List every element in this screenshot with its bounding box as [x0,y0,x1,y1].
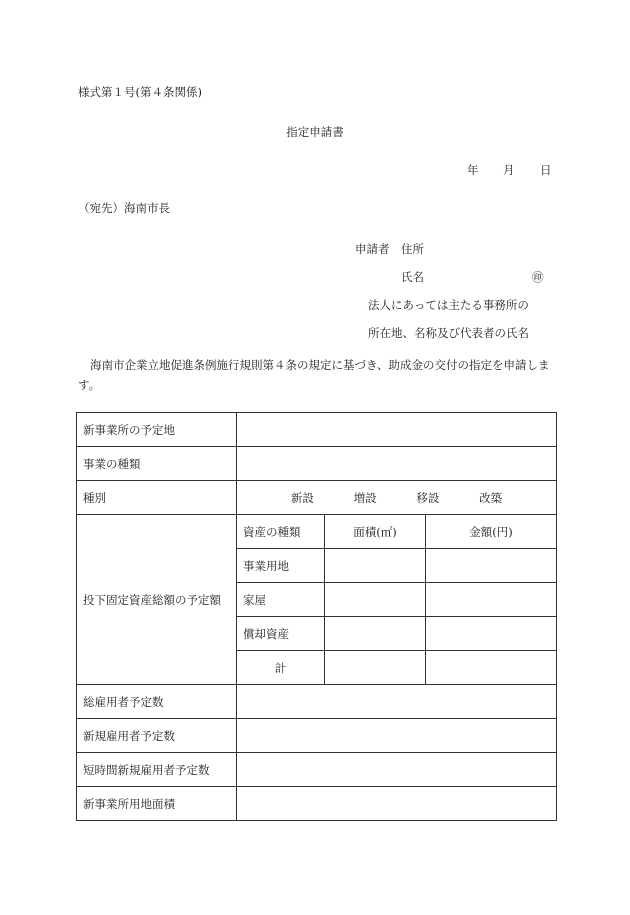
table-row [77,481,557,515]
depreciable-area-field[interactable] [325,617,426,651]
asset-row-depreciable: 償却資産 [237,617,325,651]
business-type-field[interactable] [237,447,557,481]
investment-label: 投下固定資産総額の予定額 [77,515,237,685]
table-row [77,515,557,549]
building-amount-field[interactable] [426,583,557,617]
total-area-field[interactable] [325,651,426,685]
building-area-field[interactable] [325,583,426,617]
corporate-note-line-1: 法人にあっては主たる事務所の [368,298,529,312]
table-row [77,753,557,787]
new-employees-label: 新規雇用者予定数 [77,719,237,753]
page-title: 指定申請書 [286,125,344,139]
category-option-relocation[interactable]: 移設 [416,490,440,505]
asset-type-header: 資産の種類 [237,515,325,549]
recipient: （宛先）海南市長 [78,201,170,215]
land-area-field[interactable] [325,549,426,583]
total-employees-label: 総雇用者予定数 [77,685,237,719]
table-row [77,719,557,753]
site-area-label: 新事業所用地面積 [77,787,237,821]
amount-header: 金額(円) [426,515,557,549]
short-time-employees-label: 短時間新規雇用者予定数 [77,753,237,787]
asset-row-land: 事業用地 [237,549,325,583]
application-table [76,412,557,821]
new-employees-field[interactable] [237,719,557,753]
applicant-label: 申請者 [355,242,390,256]
form-number: 様式第１号(第４条関係) [78,85,202,99]
category-label: 種別 [77,481,237,515]
category-option-expansion[interactable]: 増設 [353,490,377,505]
area-header: 面積(㎡) [325,515,426,549]
planned-site-field[interactable] [237,413,557,447]
date-day-label: 日 [540,163,552,177]
site-area-field[interactable] [237,787,557,821]
land-amount-field[interactable] [426,549,557,583]
category-option-renovation[interactable]: 改築 [479,490,503,505]
table-row [77,685,557,719]
planned-site-label: 新事業所の予定地 [77,413,237,447]
business-type-label: 事業の種類 [77,447,237,481]
date-month-label: 月 [503,163,515,177]
category-options [237,481,557,515]
body-text: 海南市企業立地促進条例施行規則第４条の規定に基づき、助成金の交付の指定を申請します。 [78,358,550,392]
depreciable-amount-field[interactable] [426,617,557,651]
table-row [77,413,557,447]
corporate-note-line-2: 所在地、名称及び代表者の氏名 [368,326,529,340]
asset-row-building: 家屋 [237,583,325,617]
total-amount-field[interactable] [426,651,557,685]
name-label: 氏名 [401,270,424,284]
date-year-label: 年 [467,163,479,177]
address-label: 住所 [401,242,424,256]
asset-row-total: 計 [237,651,325,685]
category-option-new[interactable]: 新設 [290,490,314,505]
table-row [77,447,557,481]
total-employees-field[interactable] [237,685,557,719]
seal-mark: ㊞ [532,270,544,284]
short-time-employees-field[interactable] [237,753,557,787]
table-row [77,787,557,821]
